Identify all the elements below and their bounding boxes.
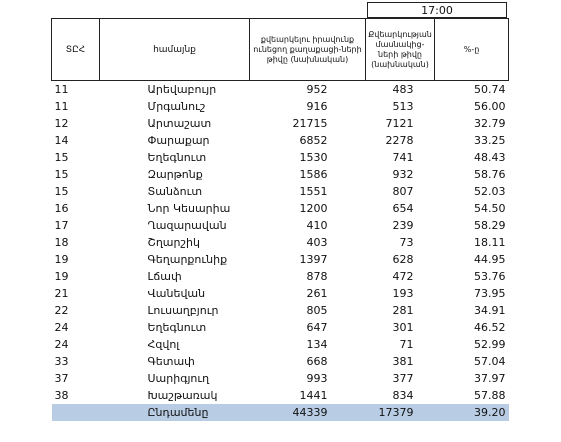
row-code: 37 xyxy=(54,372,69,385)
table-row xyxy=(52,217,509,234)
table-row xyxy=(52,251,509,268)
row-eligible-voters: 952 xyxy=(306,83,328,96)
header-eligible-voters: քվեարկելու իրավունք ունեցող քաղաքացի-ների թիվը (նախնական) xyxy=(250,19,366,81)
table-row xyxy=(52,115,509,132)
header-participants: Քվեարկության մասնակից-ների թիվը (նախնական) xyxy=(366,19,435,81)
row-participants: 301 xyxy=(392,321,414,334)
row-eligible-voters: 1441 xyxy=(299,389,328,402)
turnout-table xyxy=(51,18,509,421)
row-code: 17 xyxy=(54,219,69,232)
row-percent: 48.43 xyxy=(474,151,506,164)
row-participants: 71 xyxy=(399,338,414,351)
total-label: Ընդամենը xyxy=(100,404,250,421)
row-participants: 239 xyxy=(392,219,414,232)
row-code: 15 xyxy=(54,151,69,164)
row-community: Նոր Կեսարիա xyxy=(147,202,231,215)
row-community: Եղեգնուտ xyxy=(147,151,207,164)
time-header-cell: 17:00 xyxy=(367,2,507,18)
row-participants: 834 xyxy=(392,389,414,402)
row-percent: 33.25 xyxy=(474,134,506,147)
row-participants: 381 xyxy=(392,355,414,368)
row-participants: 472 xyxy=(392,270,414,283)
row-community: Գեղարքունիք xyxy=(147,253,228,266)
row-community: Փարաքար xyxy=(147,134,210,147)
row-eligible-voters: 134 xyxy=(306,338,328,351)
row-code: 21 xyxy=(54,287,69,300)
row-percent: 53.76 xyxy=(474,270,506,283)
row-community: Վանեվան xyxy=(147,287,206,300)
row-code: 19 xyxy=(54,253,69,266)
row-eligible-voters: 647 xyxy=(306,321,328,334)
row-percent: 73.95 xyxy=(474,287,506,300)
row-participants: 73 xyxy=(399,236,414,249)
row-community: Հզվոլ xyxy=(147,338,180,351)
table-row xyxy=(52,183,509,200)
row-eligible-voters: 916 xyxy=(306,100,328,113)
row-eligible-voters: 1397 xyxy=(299,253,328,266)
row-code: 18 xyxy=(54,236,69,249)
row-code: 16 xyxy=(54,202,69,215)
table-row xyxy=(52,234,509,251)
table-row xyxy=(52,336,509,353)
row-community: Տանձուտ xyxy=(147,185,203,198)
row-percent: 56.00 xyxy=(474,100,506,113)
header-percent: %-ը xyxy=(435,19,509,81)
row-participants: 193 xyxy=(392,287,414,300)
row-participants: 7121 xyxy=(385,117,414,130)
header-community: համայնք xyxy=(100,19,250,81)
row-eligible-voters: 410 xyxy=(306,219,328,232)
row-eligible-voters: 21715 xyxy=(292,117,328,130)
row-participants: 741 xyxy=(392,151,414,164)
row-code: 24 xyxy=(54,321,69,334)
row-participants: 377 xyxy=(392,372,414,385)
table-row xyxy=(52,81,509,99)
table-row xyxy=(52,370,509,387)
row-participants: 932 xyxy=(392,168,414,181)
row-percent: 54.50 xyxy=(474,202,506,215)
table-row xyxy=(52,200,509,217)
total-participants: 17379 xyxy=(366,404,435,421)
row-eligible-voters: 261 xyxy=(306,287,328,300)
table-row xyxy=(52,302,509,319)
row-eligible-voters: 1530 xyxy=(299,151,328,164)
row-percent: 57.88 xyxy=(474,389,506,402)
row-participants: 483 xyxy=(392,83,414,96)
row-participants: 628 xyxy=(392,253,414,266)
total-percent: 39.20 xyxy=(435,404,509,421)
table-row xyxy=(52,149,509,166)
row-eligible-voters: 6852 xyxy=(299,134,328,147)
table-row xyxy=(52,268,509,285)
row-community: Շղարշիկ xyxy=(147,236,200,249)
total-eligible-voters: 44339 xyxy=(250,404,366,421)
total-row xyxy=(52,404,509,421)
row-eligible-voters: 993 xyxy=(306,372,328,385)
row-percent: 32.79 xyxy=(474,117,506,130)
table-row xyxy=(52,387,509,404)
row-code: 38 xyxy=(54,389,69,402)
table-row xyxy=(52,132,509,149)
row-percent: 44.95 xyxy=(474,253,506,266)
row-community: Սարիգյուղ xyxy=(147,372,210,385)
row-percent: 50.74 xyxy=(474,83,506,96)
row-code: 24 xyxy=(54,338,69,351)
row-code: 22 xyxy=(54,304,69,317)
row-eligible-voters: 1551 xyxy=(299,185,328,198)
table-header-row xyxy=(52,19,509,81)
row-community: Խաշթառակ xyxy=(147,389,218,402)
row-code: 15 xyxy=(54,185,69,198)
row-participants: 807 xyxy=(392,185,414,198)
row-percent: 52.99 xyxy=(474,338,506,351)
row-community: Մրգանուշ xyxy=(147,100,206,113)
row-participants: 654 xyxy=(392,202,414,215)
row-eligible-voters: 403 xyxy=(306,236,328,249)
row-code: 33 xyxy=(54,355,69,368)
row-participants: 513 xyxy=(392,100,414,113)
total-code-blank xyxy=(52,404,100,421)
row-community: Զարթոնք xyxy=(147,168,203,181)
table-row xyxy=(52,98,509,115)
row-community: Լճափ xyxy=(147,270,182,283)
row-percent: 58.29 xyxy=(474,219,506,232)
table-row xyxy=(52,319,509,336)
row-percent: 52.03 xyxy=(474,185,506,198)
row-eligible-voters: 878 xyxy=(306,270,328,283)
table-row xyxy=(52,285,509,302)
row-community: Ղազարավան xyxy=(147,219,227,232)
row-eligible-voters: 1586 xyxy=(299,168,328,181)
row-eligible-voters: 805 xyxy=(306,304,328,317)
row-eligible-voters: 668 xyxy=(306,355,328,368)
row-community: Եղեգնուտ xyxy=(147,321,207,334)
row-percent: 34.91 xyxy=(474,304,506,317)
row-code: 12 xyxy=(54,117,69,130)
row-community: Արտաշատ xyxy=(147,117,212,130)
row-community: Գետափ xyxy=(147,355,195,368)
row-code: 11 xyxy=(54,100,69,113)
row-percent: 18.11 xyxy=(474,236,506,249)
row-percent: 46.52 xyxy=(474,321,506,334)
row-participants: 2278 xyxy=(385,134,414,147)
row-code: 19 xyxy=(54,270,69,283)
row-community: Լուսաղբյուր xyxy=(147,304,219,317)
table-body xyxy=(52,81,509,422)
row-percent: 37.97 xyxy=(474,372,506,385)
table-row xyxy=(52,353,509,370)
row-community: Արեվաբույր xyxy=(147,83,217,96)
row-code: 11 xyxy=(54,83,69,96)
row-eligible-voters: 1200 xyxy=(299,202,328,215)
header-code: ՏԸՀ xyxy=(52,19,100,81)
row-code: 15 xyxy=(54,168,69,181)
row-code: 14 xyxy=(54,134,69,147)
row-percent: 58.76 xyxy=(474,168,506,181)
table-row xyxy=(52,166,509,183)
row-percent: 57.04 xyxy=(474,355,506,368)
row-participants: 281 xyxy=(392,304,414,317)
